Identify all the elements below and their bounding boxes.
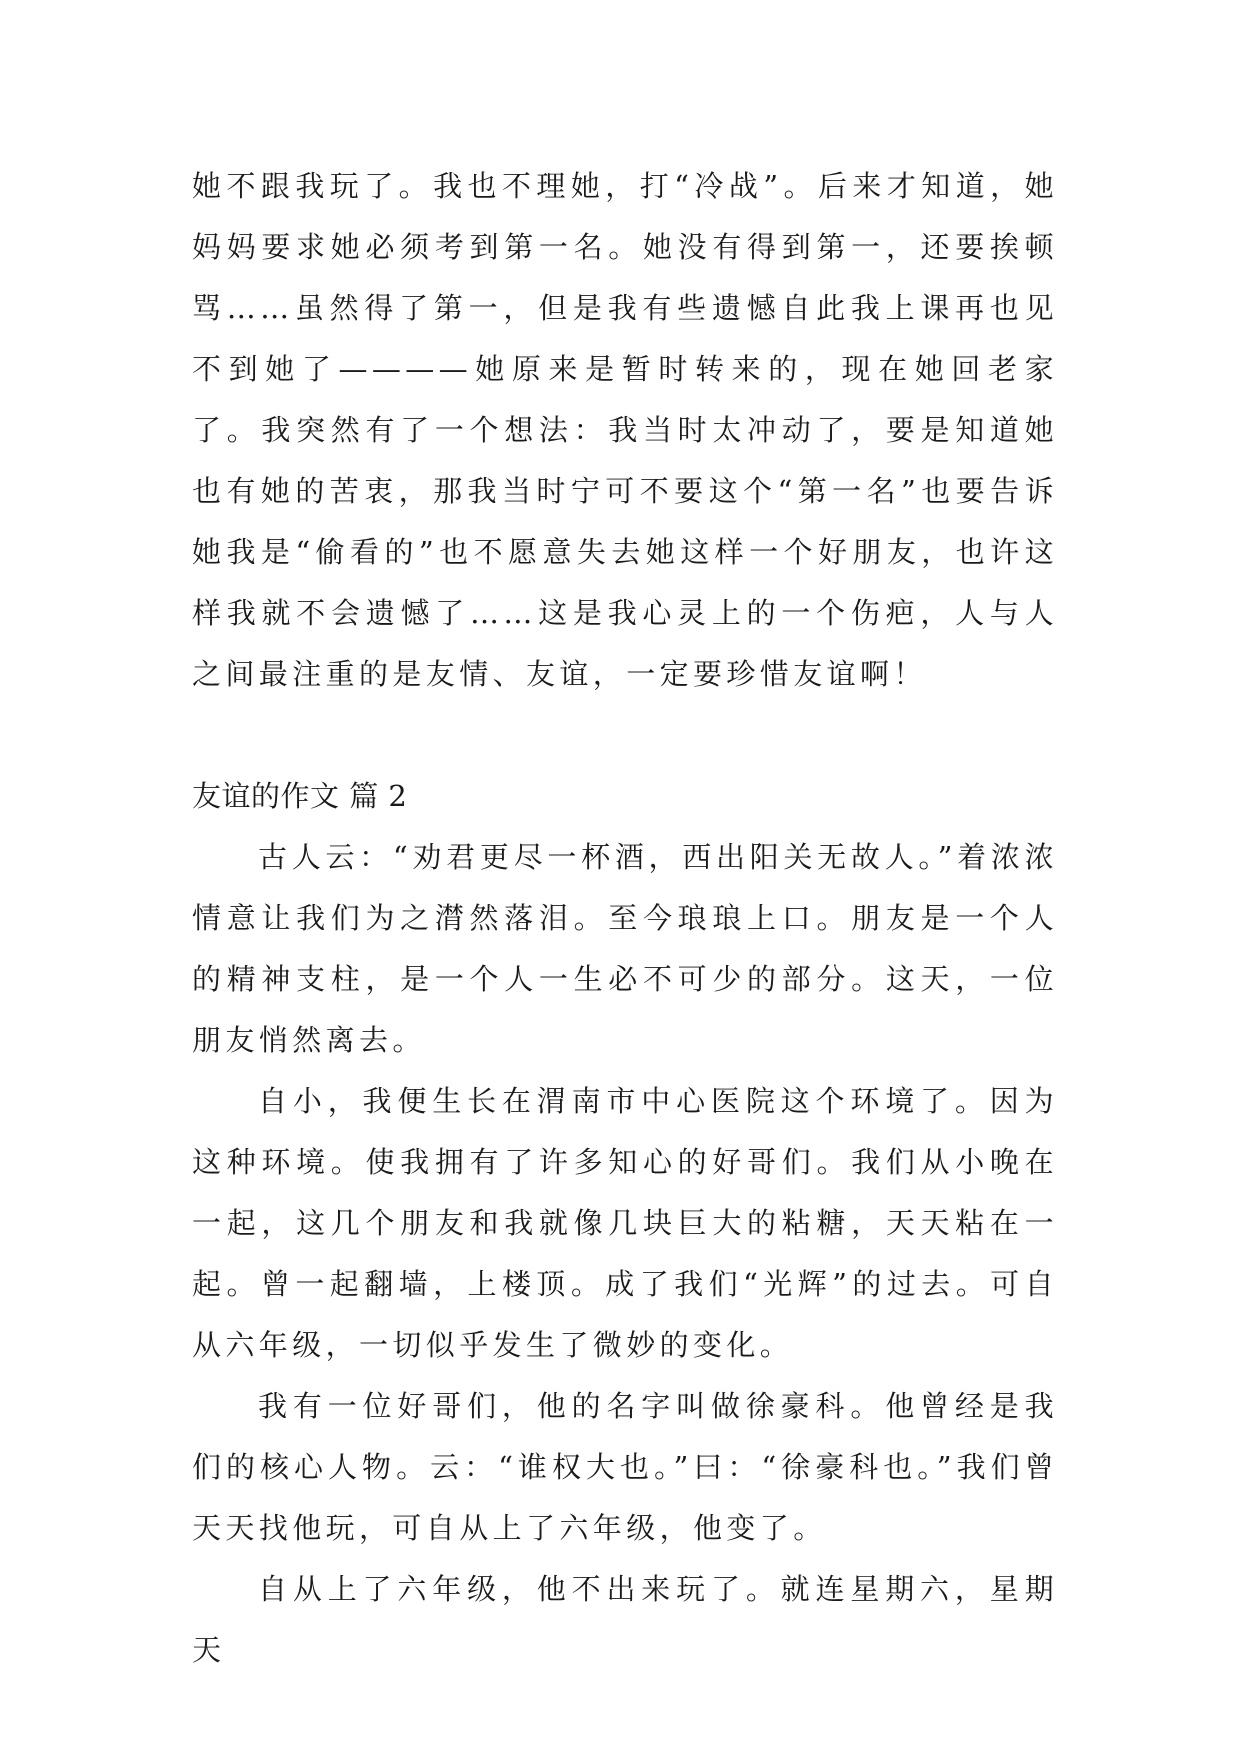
document-body: [192, 156, 1058, 1681]
paragraph: 自从上了六年级，他不出来玩了。就连星期六，星期天: [192, 1572, 1058, 1667]
continued-paragraph: 她不跟我玩了。我也不理她，打“冷战”。后来才知道，她妈妈要求她必须考到第一名。她没有得到第一，还要挨顿骂……虽然得了第一，但是我有些遗憾自此我上课再也见不到她了————她原来是暂时转来的，现在她回老家了。我突然有了一个想法：我当时太冲动了，要是知道她也有她的苦衷，那我当时宁可不要这个“第一名”也要告诉她我是“偷看的”也不愿意失去她这样一个好朋友，也许这样我就不会遗憾了……这是我心灵上的一个伤疤，人与人之间最注重的是友情、友谊，一定要珍惜友谊啊！: [192, 169, 1058, 691]
paragraph: 古人云：“劝君更尽一杯酒，西出阳关无故人。”着浓浓情意让我们为之潸然落泪。至今琅琅上口。朋友是一个人的精神支柱，是一个人一生必不可少的部分。这天，一位朋友悄然离去。: [192, 840, 1058, 1057]
section-title: 友谊的作文 篇 2: [192, 779, 408, 813]
paragraph: 自小，我便生长在渭南市中心医院这个环境了。因为这种环境。使我拥有了许多知心的好哥们。我们从小晚在一起，这几个朋友和我就像几块巨大的粘糖，天天粘在一起。曾一起翻墙，上楼顶。成了我们“光辉”的过去。可自从六年级，一切似乎发生了微妙的变化。: [192, 1084, 1058, 1362]
paragraph: 我有一位好哥们，他的名字叫做徐豪科。他曾经是我们的核心人物。云：“谁权大也。”曰：“徐豪科也。”我们曾天天找他玩，可自从上了六年级，他变了。: [192, 1389, 1058, 1545]
